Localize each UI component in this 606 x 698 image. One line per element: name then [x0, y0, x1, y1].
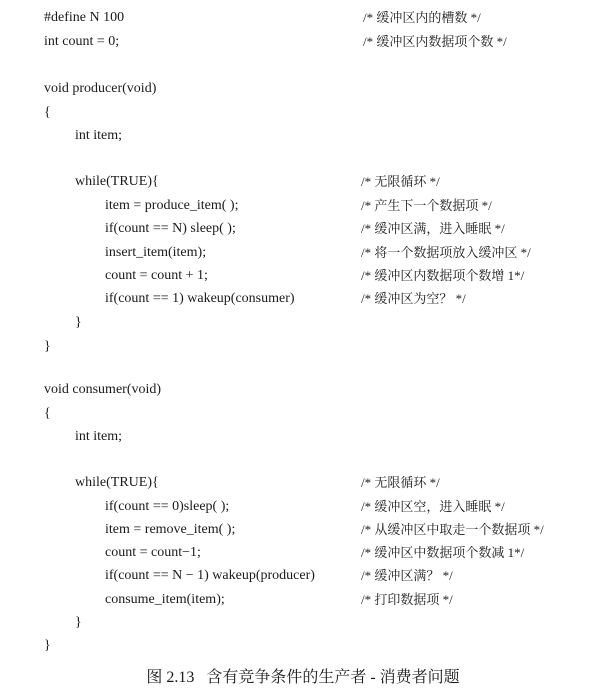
code-line	[0, 219, 606, 239]
code-line	[0, 473, 606, 493]
code-text: if(count == N − 1) wakeup(producer)	[105, 568, 315, 583]
code-line	[0, 566, 606, 586]
code-text: while(TRUE){	[75, 475, 159, 490]
code-line	[0, 196, 606, 216]
code-line	[0, 289, 606, 309]
code-comment: /* 打印数据项 */	[361, 592, 453, 607]
code-text: #define N 100	[44, 10, 125, 25]
code-comment: /* 无限循环 */	[361, 475, 440, 490]
code-comment: /* 无限循环 */	[361, 174, 440, 189]
code-comment: /* 将一个数据项放入缓冲区 */	[361, 245, 531, 260]
code-text: item = produce_item( );	[105, 198, 239, 213]
code-text: while(TRUE){	[75, 174, 159, 189]
code-comment: /* 缓冲区内的槽数 */	[363, 10, 481, 25]
code-text: }	[44, 638, 51, 653]
code-text: void consumer(void)	[44, 382, 162, 397]
code-comment: /* 缓冲区中数据项个数减 1*/	[361, 545, 525, 560]
code-line	[0, 543, 606, 563]
code-line	[0, 32, 606, 52]
code-text: {	[44, 406, 51, 421]
code-line	[0, 427, 606, 447]
code-line	[0, 520, 606, 540]
code-line	[0, 8, 606, 28]
code-line	[0, 103, 606, 123]
code-text: }	[44, 339, 51, 354]
code-line	[0, 243, 606, 263]
code-text: }	[75, 315, 82, 330]
code-text: int count = 0;	[44, 34, 120, 49]
code-text: count = count + 1;	[105, 268, 208, 283]
code-comment: /* 缓冲区满，进入睡眠 */	[361, 221, 505, 236]
code-text: count = count−1;	[105, 545, 201, 560]
code-comment: /* 缓冲区满？ */	[361, 568, 453, 583]
code-comment: /* 从缓冲区中取走一个数据项 */	[361, 522, 544, 537]
code-text: int item;	[75, 128, 123, 143]
code-text: if(count == N) sleep( );	[105, 221, 236, 236]
code-text: if(count == 0)sleep( );	[105, 499, 230, 514]
code-line	[0, 266, 606, 286]
code-line	[0, 380, 606, 400]
code-line	[0, 497, 606, 517]
code-text: {	[44, 105, 51, 120]
code-line	[0, 590, 606, 610]
code-line	[0, 126, 606, 146]
code-comment: /* 缓冲区内数据项个数增 1*/	[361, 268, 525, 283]
code-text: int item;	[75, 429, 123, 444]
code-comment: /* 缓冲区空，进入睡眠 */	[361, 499, 505, 514]
code-text: item = remove_item( );	[105, 522, 236, 537]
code-comment: /* 产生下一个数据项 */	[361, 198, 492, 213]
code-text: insert_item(item);	[105, 245, 207, 260]
code-line	[0, 79, 606, 99]
code-comment: /* 缓冲区内数据项个数 */	[363, 34, 507, 49]
code-text: void producer(void)	[44, 81, 157, 96]
code-text: }	[75, 615, 82, 630]
figure-caption: 图 2.13 含有竞争条件的生产者 - 消费者问题	[146, 669, 460, 686]
code-line	[0, 337, 606, 357]
code-text: if(count == 1) wakeup(consumer)	[105, 291, 295, 306]
code-line	[0, 613, 606, 633]
code-text: consume_item(item);	[105, 592, 225, 607]
code-line	[0, 636, 606, 656]
code-line	[0, 172, 606, 192]
code-line	[0, 404, 606, 424]
code-comment: /* 缓冲区为空？ */	[361, 291, 466, 306]
code-line	[0, 313, 606, 333]
